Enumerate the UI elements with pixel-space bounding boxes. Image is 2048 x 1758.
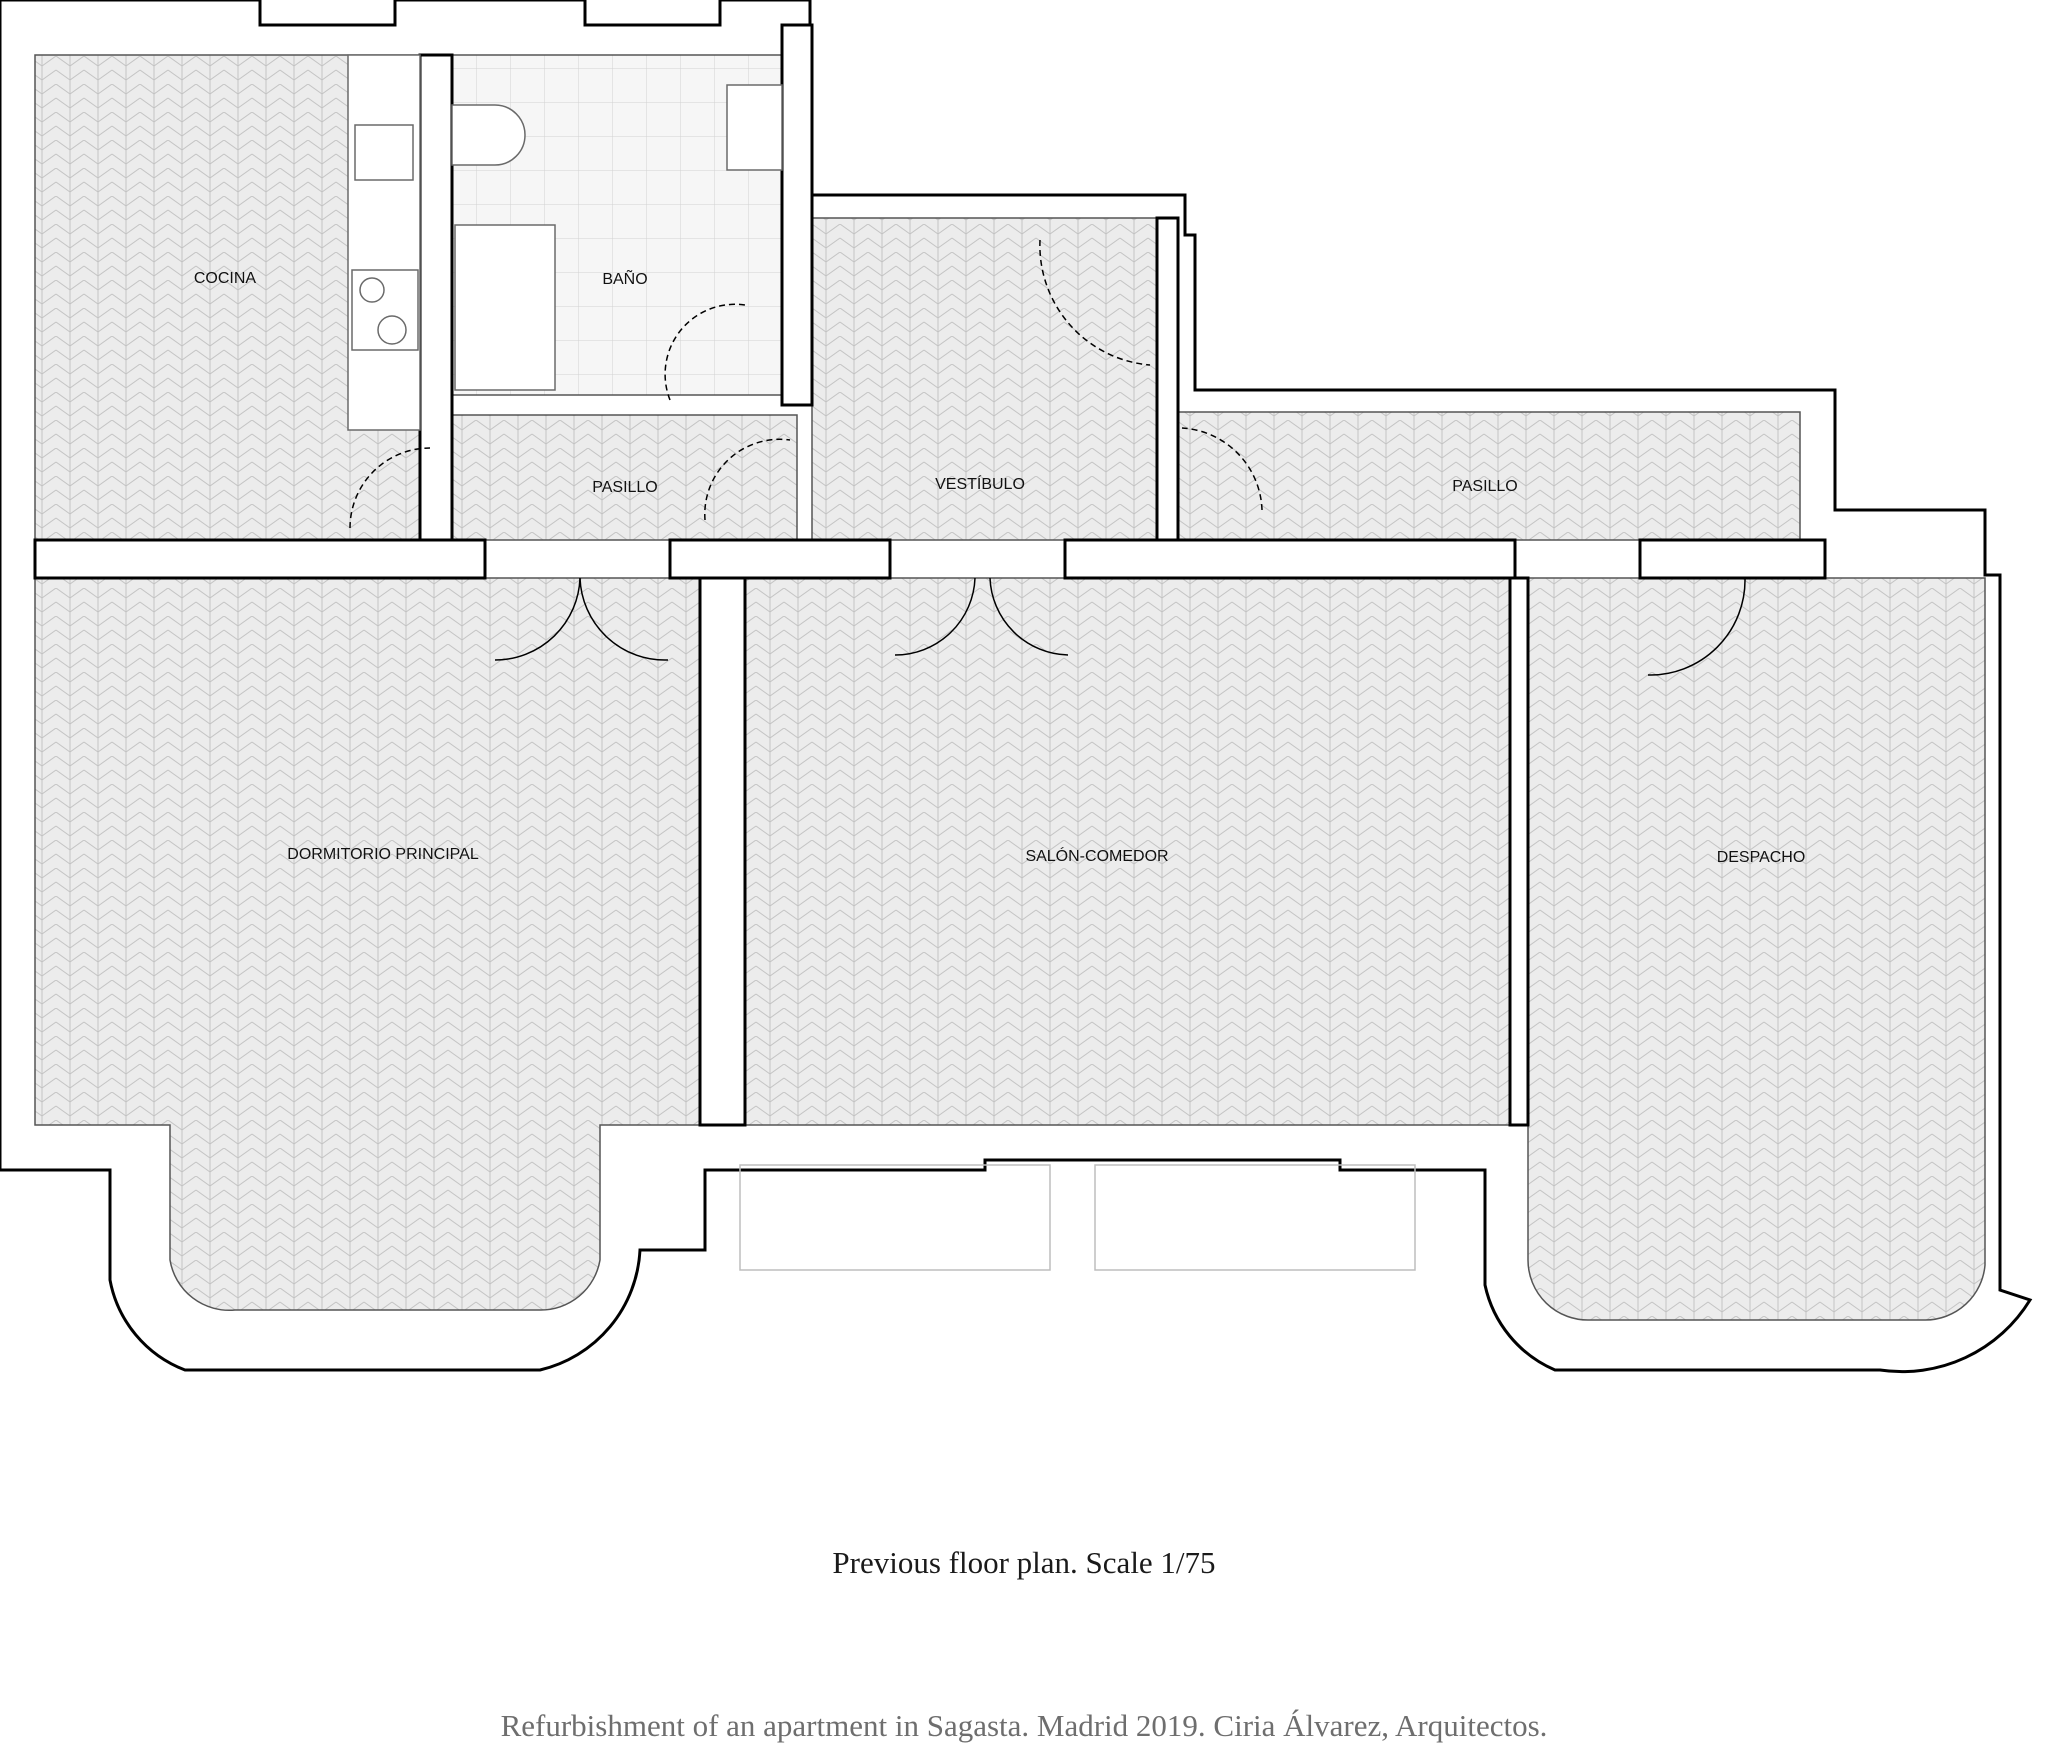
room-label-pasillo-left: PASILLO bbox=[592, 479, 658, 496]
burner-icon bbox=[378, 316, 406, 344]
plan-caption: Previous floor plan. Scale 1/75 bbox=[832, 1545, 1216, 1580]
toilet-icon bbox=[452, 105, 525, 165]
floor-despacho bbox=[1528, 578, 1985, 1320]
floor-pasillo-right bbox=[1178, 412, 1800, 540]
room-label-salon: SALÓN-COMEDOR bbox=[1025, 848, 1169, 865]
room-label-cocina: COCINA bbox=[193, 270, 257, 287]
kitchen-counter bbox=[348, 55, 420, 430]
kitchen-fixtures bbox=[348, 55, 420, 430]
balconies bbox=[740, 1165, 1415, 1270]
project-credit: Refurbishment of an apartment in Sagasta. Madrid 2019. Ciria Álvarez, Arquitectos. bbox=[500, 1708, 1548, 1743]
washbasin bbox=[727, 85, 782, 170]
room-label-despacho: DESPACHO bbox=[1716, 849, 1806, 866]
bathtub bbox=[455, 225, 555, 390]
room-label-pasillo-right: PASILLO bbox=[1452, 478, 1518, 495]
burner-icon bbox=[360, 278, 384, 302]
room-label-vestibulo: VESTÍBULO bbox=[935, 476, 1025, 493]
room-label-bano: BAÑO bbox=[602, 271, 648, 288]
kitchen-sink bbox=[355, 125, 413, 180]
floor-pasillo-left bbox=[452, 415, 797, 540]
room-label-dormitorio: DORMITORIO PRINCIPAL bbox=[287, 846, 479, 863]
